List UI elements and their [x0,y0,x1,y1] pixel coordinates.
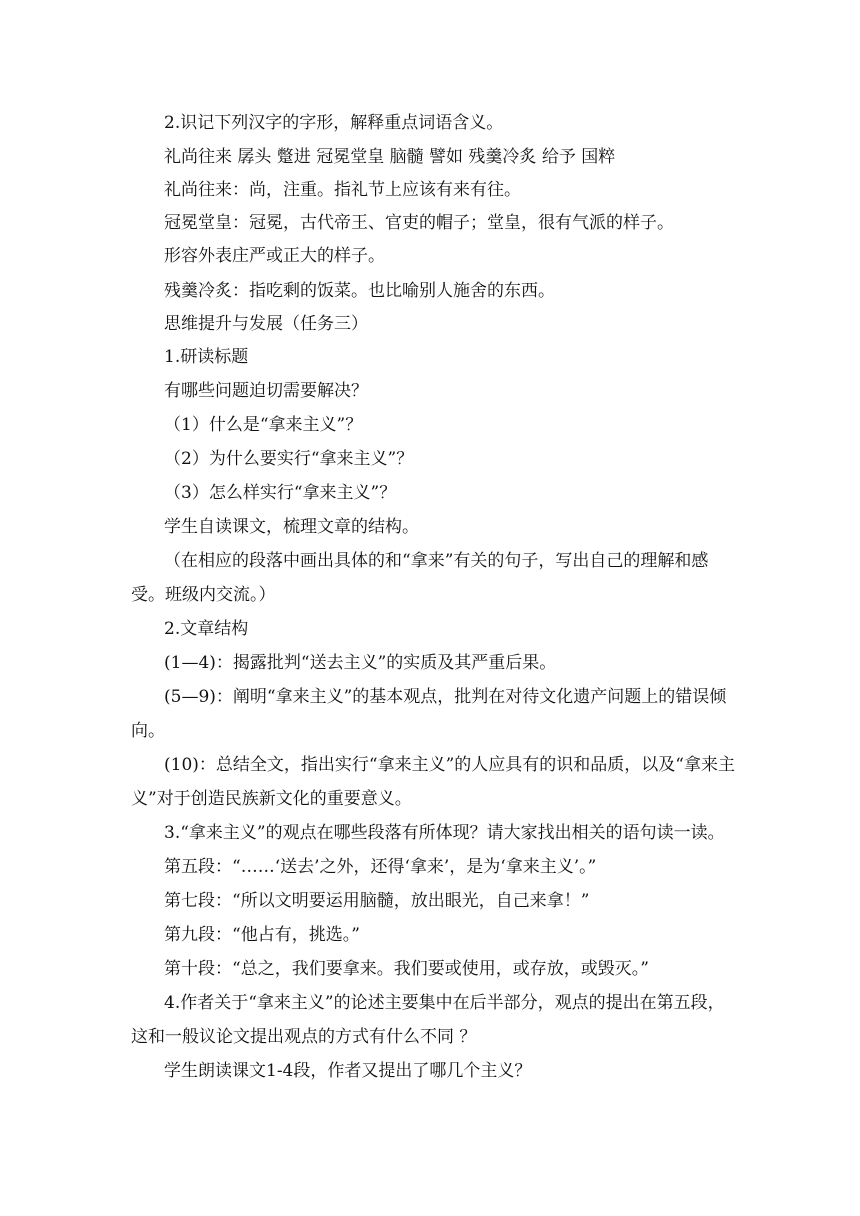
activity-note-line-1: （在相应的段落中画出具体的和“拿来”有关的句子，写出自己的理解和感 [164,551,709,571]
question-viewpoint: 3.“拿来主义”的观点在哪些段落有所体现？请大家找出相关的语句读一读。 [164,823,725,843]
question-intro: 有哪些问题迫切需要解决？ [164,381,368,401]
subheading-title-study: 1.研读标题 [164,347,249,367]
question-1: （1）什么是“拿来主义”？ [164,415,363,435]
structure-part-2-line-2: 向。 [131,721,165,741]
definition-li-shang-wang-lai: 礼尚往来：尚，注重。指礼节上应该有来有往。 [164,180,521,200]
question-method-line-2: 这和一般议论文提出观点的方式有什么不同 ？ [131,1027,477,1047]
heading-word-study: 2.识记下列汉字的字形，解释重点词语含义。 [164,113,504,133]
activity-text: 学生自读课文，梳理文章的结构。 [164,517,419,537]
vocabulary-list: 礼尚往来 孱头 蹩进 冠冕堂皇 脑髓 譬如 残羹冷炙 给予 国粹 [164,147,616,167]
quote-paragraph-seven: 第七段：“所以文明要运用脑髓，放出眼光，自己来拿！” [164,891,590,911]
structure-part-1: (1—4)：揭露批判“送去主义”的实质及其严重后果。 [164,653,557,673]
definition-can-geng-leng-zhi: 残羹冷炙：指吃剩的饭菜。也比喻别人施舍的东西。 [164,281,555,301]
quote-paragraph-nine: 第九段：“他占有，挑选。” [164,925,360,945]
structure-part-2-line-1: (5—9)：阐明“拿来主义”的基本观点，批判在对待文化遗产问题上的错误倾 [164,687,727,707]
question-3: （3）怎么样实行“拿来主义”？ [164,483,397,503]
quote-paragraph-ten: 第十段：“总之，我们要拿来。我们要或使用，或存放，或毁灭。” [164,959,649,979]
section-heading-task-three: 思维提升与发展（任务三） [164,314,368,334]
quote-paragraph-five: 第五段：“……‘送去’之外，还得‘拿来’，是为‘拿来主义’。” [164,857,597,877]
question-2: （2）为什么要实行“拿来主义”？ [164,449,414,469]
definition-guan-mian-tang-huang-continued: 形容外表庄严或正大的样子。 [164,246,385,266]
question-method-line-1: 4.作者关于“拿来主义”的论述主要集中在后半部分，观点的提出在第五段， [164,993,725,1013]
subheading-article-structure: 2.文章结构 [164,619,249,639]
structure-part-3-line-1: (10)：总结全文，指出实行“拿来主义”的人应具有的识和品质，以及“拿来主 [164,755,735,775]
activity-note-line-2: 受。班级内交流。） [131,585,276,605]
structure-part-3-line-2: 义”对于创造民族新文化的重要意义。 [131,789,412,809]
definition-guan-mian-tang-huang: 冠冕堂皇：冠冕，古代帝王、官吏的帽子；堂皇，很有气派的样子。 [164,213,674,233]
reading-activity: 学生朗读课文1-4段，作者又提出了哪几个主义？ [164,1061,532,1081]
